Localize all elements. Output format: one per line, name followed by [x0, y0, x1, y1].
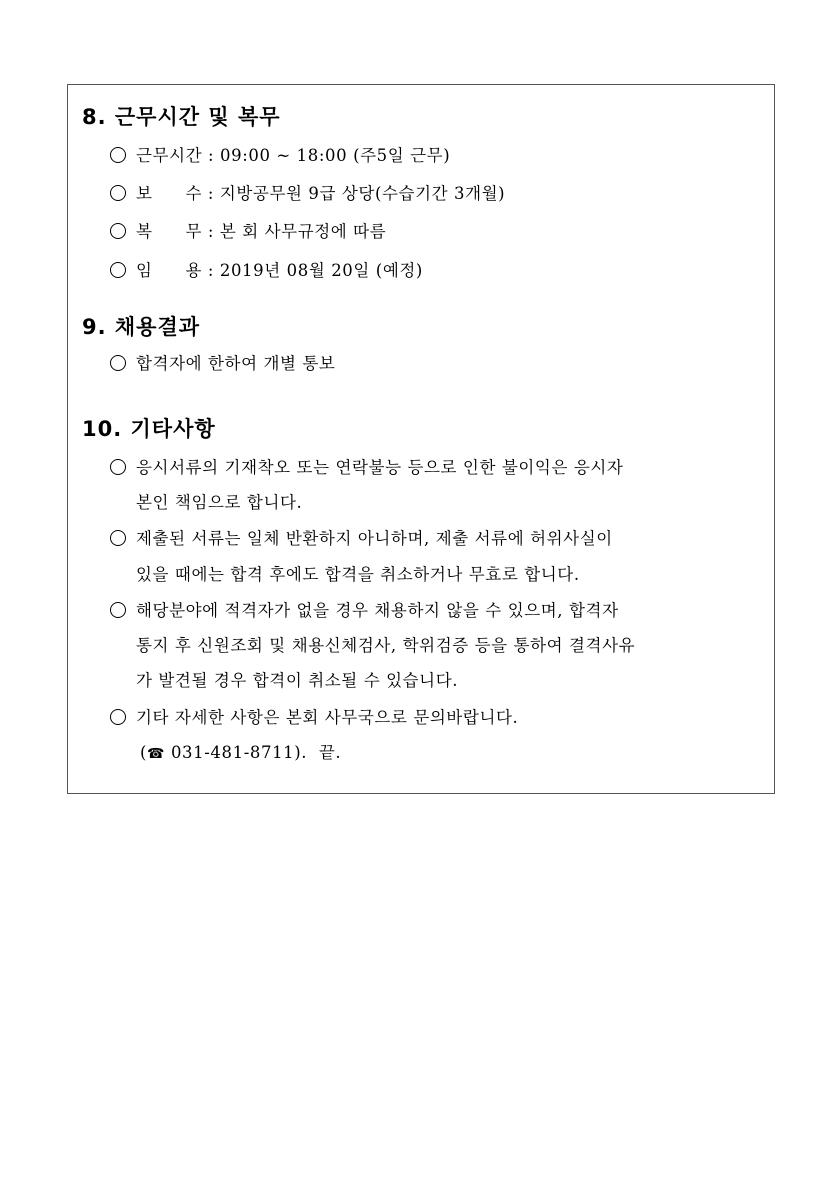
work-hours-line	[110, 142, 450, 166]
circle-bullet-icon	[110, 530, 126, 546]
salary-line	[110, 180, 505, 204]
phone-number: 031-481-8711).	[165, 743, 308, 762]
result-text: 합격자에 한하여 개별 통보	[136, 354, 336, 373]
circle-bullet-icon	[110, 355, 126, 371]
salary-text: : 지방공무원 9급 상당(수습기간 3개월)	[202, 184, 506, 203]
appointment-label-b: 용	[185, 261, 202, 280]
work-hours-label: 근무시간	[136, 146, 203, 165]
circle-bullet-icon	[110, 185, 126, 201]
duty-label	[136, 218, 202, 242]
phone-open-paren: (	[140, 743, 148, 762]
note-2-text-1: 제출된 서류는 일체 반환하지 아니하며, 제출 서류에 허위사실이	[136, 529, 613, 548]
circle-bullet-icon	[110, 223, 126, 239]
end-mark: 끝.	[318, 743, 342, 762]
appointment-line	[110, 257, 423, 281]
document-box	[67, 84, 775, 794]
note-1-line-2: 본인 책임으로 합니다.	[136, 493, 303, 512]
circle-bullet-icon	[110, 602, 126, 618]
appointment-label-a: 임	[136, 261, 153, 280]
note-4-line-2	[140, 739, 341, 763]
section-8-heading: 8. 근무시간 및 복무	[82, 105, 281, 129]
duty-label-b: 무	[185, 222, 202, 241]
note-2-line-2: 있을 때에는 합격 후에도 합격을 취소하거나 무효로 합니다.	[136, 565, 580, 584]
note-2-line-1	[110, 525, 613, 549]
appointment-label	[136, 257, 202, 281]
note-3-line-3: 가 발견될 경우 합격이 취소될 수 있습니다.	[136, 671, 459, 690]
circle-bullet-icon	[110, 262, 126, 278]
circle-bullet-icon	[110, 709, 126, 725]
duty-label-a: 복	[136, 222, 153, 241]
salary-label	[136, 180, 202, 204]
section-10-heading: 10. 기타사항	[82, 417, 216, 441]
appointment-text: : 2019년 08월 20일 (예정)	[202, 261, 423, 280]
result-line	[110, 350, 335, 374]
note-3-text-1: 해당분야에 적격자가 없을 경우 채용하지 않을 수 있으며, 합격자	[136, 601, 619, 620]
telephone-icon: ☎	[147, 746, 166, 762]
note-4-line-1	[110, 704, 518, 728]
salary-label-b: 수	[185, 184, 202, 203]
circle-bullet-icon	[110, 147, 126, 163]
duty-text: : 본 회 사무규정에 따름	[202, 222, 387, 241]
note-4-text-1: 기타 자세한 사항은 본회 사무국으로 문의바랍니다.	[136, 708, 519, 727]
note-3-line-1	[110, 597, 619, 621]
note-1-line-1	[110, 454, 623, 478]
section-9-heading: 9. 채용결과	[82, 315, 201, 339]
salary-label-a: 보	[136, 184, 153, 203]
work-hours-text: : 09:00 ~ 18:00 (주5일 근무)	[202, 146, 451, 165]
circle-bullet-icon	[110, 459, 126, 475]
note-3-line-2: 통지 후 신원조회 및 채용신체검사, 학위검증 등을 통하여 결격사유	[136, 636, 636, 655]
duty-line	[110, 218, 386, 242]
note-1-text-1: 응시서류의 기재착오 또는 연락불능 등으로 인한 불이익은 응시자	[136, 458, 624, 477]
